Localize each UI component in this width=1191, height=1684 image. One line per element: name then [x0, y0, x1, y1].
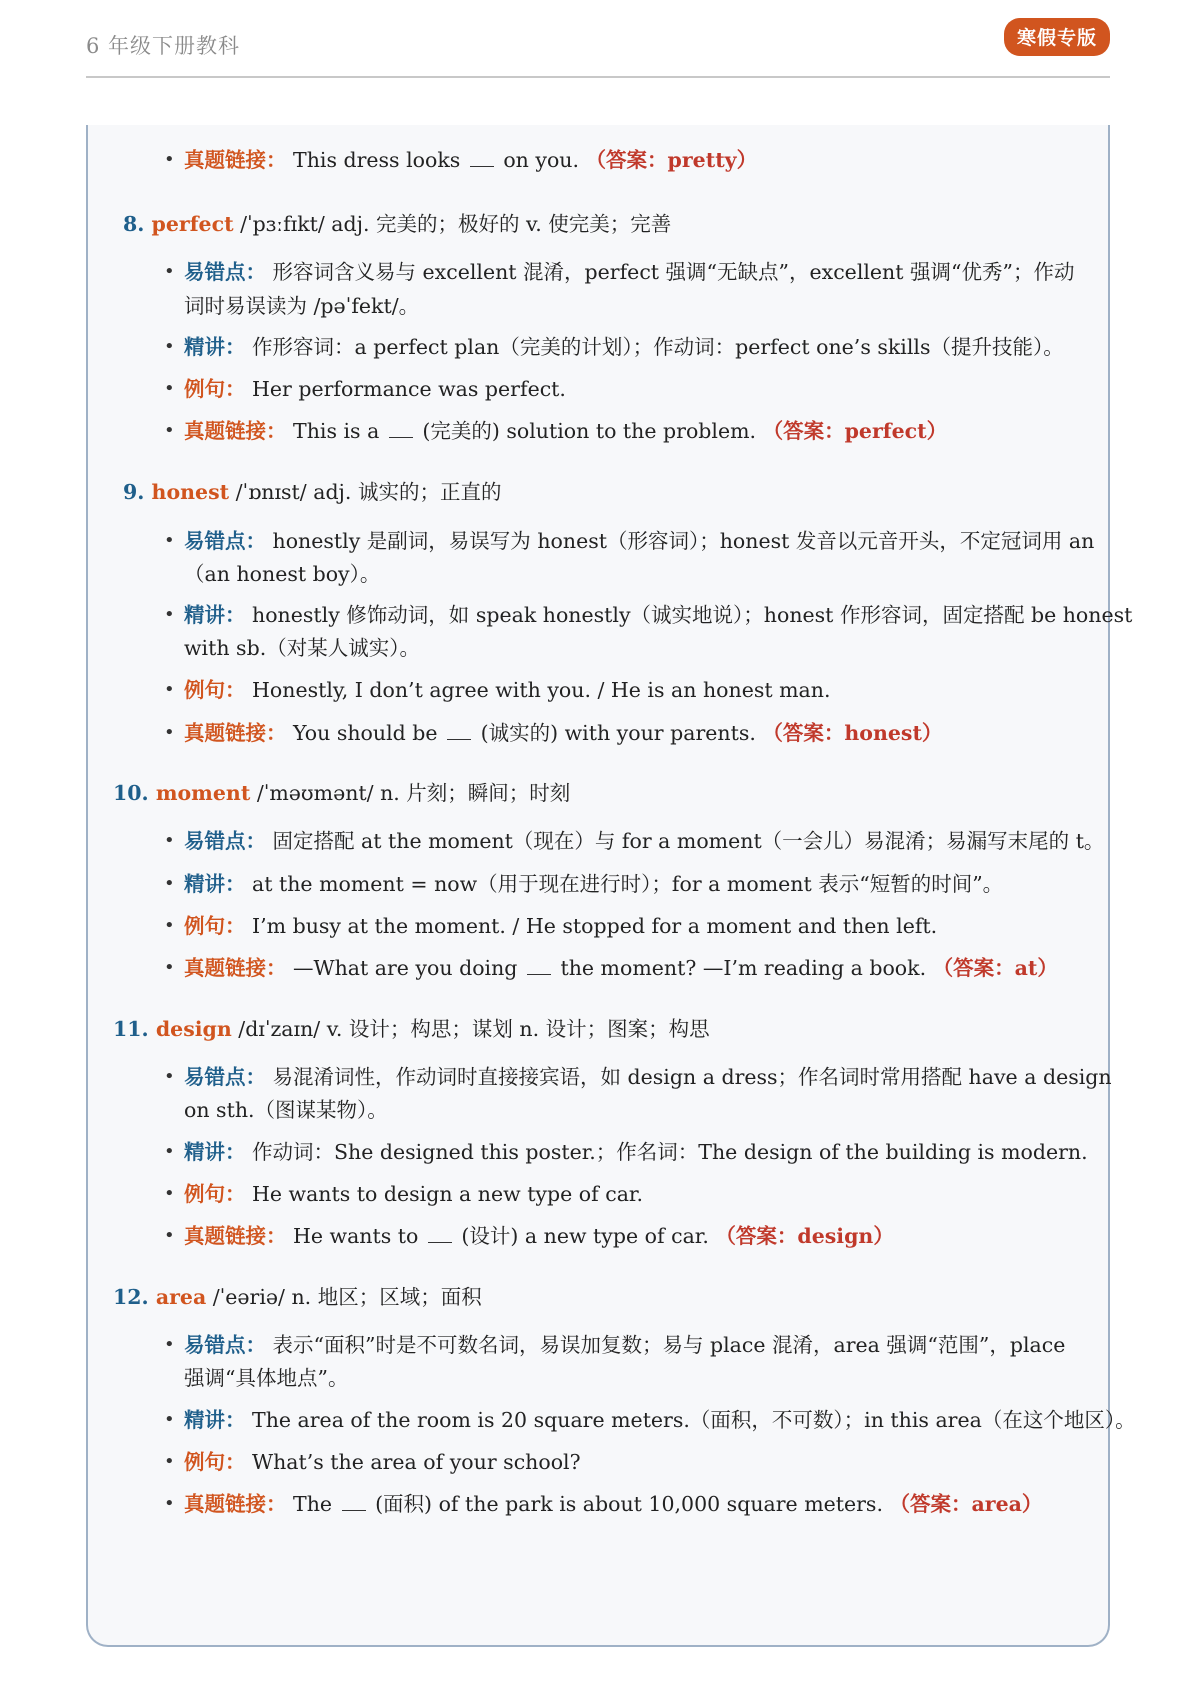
body-text: What’s the area of your school?: [245, 1450, 581, 1474]
bullet-dot: •: [164, 604, 175, 625]
bullet-continuation: [184, 560, 380, 588]
bullet-item: [164, 1406, 1136, 1434]
answer-text: （答案：perfect）: [762, 419, 948, 443]
body-text: I’m busy at the moment. / He stopped for a moment and then left.: [245, 914, 938, 938]
body-text: (诚实的) with your parents.: [474, 721, 763, 745]
body-text: 易混淆词性，作动词时直接接宾语，如 design a dress；作名词时常用搭配 have a design: [266, 1065, 1112, 1089]
bullet-continuation: [184, 1364, 348, 1392]
bullet-item: [164, 1063, 1112, 1091]
fill-in-blank: [470, 148, 494, 167]
label-text: 精讲：: [184, 335, 246, 359]
label-text: 例句：: [184, 678, 246, 702]
bullet-item: [164, 1222, 894, 1250]
bullet-dot: •: [164, 873, 175, 894]
fill-in-blank: [389, 419, 413, 438]
body-text: on you.: [496, 148, 586, 172]
body-text: 词时易误读为 /pəˈfekt/。: [184, 294, 420, 318]
body-text: 作动词：She designed this poster.；作名词：The design of the building is modern.: [245, 1140, 1088, 1164]
fill-in-blank: [428, 1224, 452, 1243]
edition-badge: 寒假专版: [1004, 18, 1110, 56]
bullet-item: [164, 912, 938, 940]
body-text: /ˈɒnɪst/ adj. 诚实的；正直的: [229, 480, 502, 504]
num-text: 9.: [123, 480, 152, 504]
label-text: 易错点：: [184, 1333, 266, 1357]
label-text: 易错点：: [184, 529, 266, 553]
label-text: 真题链接：: [184, 1224, 287, 1248]
num-text: 10.: [113, 781, 156, 805]
body-text: with sb.（对某人诚实）。: [184, 636, 420, 660]
body-text: /ˈeəriə/ n. 地区；区域；面积: [206, 1285, 482, 1309]
label-text: 例句：: [184, 1182, 246, 1206]
bullet-dot: •: [164, 1183, 175, 1204]
bullet-dot: •: [164, 1141, 175, 1162]
body-text: honestly 修饰动词，如 speak honestly（诚实地说）；honest 作形容词，固定搭配 be honest: [245, 603, 1133, 627]
bullet-continuation: [184, 292, 419, 320]
label-text: 易错点：: [184, 260, 266, 284]
bullet-item: [164, 258, 1075, 286]
body-text: You should be: [286, 721, 445, 745]
num-text: 8.: [123, 212, 152, 236]
body-text: Her performance was perfect.: [245, 377, 566, 401]
body-text: He wants to design a new type of car.: [245, 1182, 643, 1206]
entry-heading: [113, 779, 570, 807]
label-text: 真题链接：: [184, 148, 287, 172]
bullet-dot: •: [164, 530, 175, 551]
answer-text: （答案：honest）: [762, 721, 943, 745]
body-text: Honestly, I don’t agree with you. / He is an honest man.: [245, 678, 831, 702]
word-text: moment: [155, 781, 251, 805]
num-text: 11.: [113, 1017, 156, 1041]
body-text: He wants to: [286, 1224, 425, 1248]
body-text: /ˈpɜːfɪkt/ adj. 完美的；极好的 v. 使完美；完善: [233, 212, 672, 236]
bullet-item: [164, 870, 1004, 898]
label-text: 精讲：: [184, 1408, 246, 1432]
bullet-dot: •: [164, 261, 175, 282]
bullet-item: [164, 1180, 643, 1208]
body-text: 作形容词：a perfect plan（完美的计划）；作动词：perfect one’s skills（提升技能）。: [245, 335, 1064, 359]
bullet-item: [164, 1490, 1043, 1518]
bullet-item: [164, 954, 1058, 982]
bullet-dot: •: [164, 679, 175, 700]
word-text: perfect: [151, 212, 234, 236]
answer-text: （答案：at）: [932, 956, 1058, 980]
bullet-item: [164, 1331, 1066, 1359]
num-text: 12.: [113, 1285, 156, 1309]
body-text: /dɪˈzaɪn/ v. 设计；构思；谋划 n. 设计；图案；构思: [231, 1017, 710, 1041]
bullet-dot: •: [164, 378, 175, 399]
word-text: area: [155, 1285, 207, 1309]
bullet-dot: •: [164, 1066, 175, 1087]
bullet-item: [164, 417, 948, 445]
label-text: 例句：: [184, 914, 246, 938]
label-text: 例句：: [184, 1450, 246, 1474]
body-text: This is a: [286, 419, 386, 443]
body-text: the moment? —I’m reading a book.: [553, 956, 933, 980]
bullet-dot: •: [164, 1334, 175, 1355]
bullet-item: [164, 1138, 1088, 1166]
bullet-item: [164, 1448, 581, 1476]
bullet-item: [164, 676, 831, 704]
body-text: The: [286, 1492, 339, 1516]
page-header: [86, 18, 1110, 78]
label-text: 真题链接：: [184, 419, 287, 443]
bullet-item: [164, 719, 943, 747]
bullet-dot: •: [164, 1409, 175, 1430]
label-text: 易错点：: [184, 829, 266, 853]
bullet-item: [164, 333, 1064, 361]
answer-text: （答案：area）: [889, 1492, 1043, 1516]
bullet-dot: •: [164, 1225, 175, 1246]
bullet-item: [164, 527, 1095, 555]
fill-in-blank: [527, 956, 551, 975]
bullet-dot: •: [164, 957, 175, 978]
body-text: on sth.（图谋某物）。: [184, 1098, 388, 1122]
bullet-dot: •: [164, 1451, 175, 1472]
bullet-dot: •: [164, 149, 175, 170]
bullet-item: [164, 601, 1133, 629]
answer-text: （答案：pretty）: [585, 148, 758, 172]
header-title: 6 年级下册教科: [86, 34, 241, 58]
body-text: The area of the room is 20 square meters.（面积，不可数）；in this area（在这个地区）。: [245, 1408, 1136, 1432]
label-text: 真题链接：: [184, 1492, 287, 1516]
label-text: 易错点：: [184, 1065, 266, 1089]
word-text: honest: [151, 480, 230, 504]
label-text: 例句：: [184, 377, 246, 401]
fill-in-blank: [447, 721, 471, 740]
bullet-item: [164, 375, 566, 403]
vocabulary-panel: [86, 125, 1136, 1647]
body-text: 固定搭配 at the moment（现在）与 for a moment（一会儿）易混淆；易漏写末尾的 t。: [266, 829, 1105, 853]
entry-heading: [113, 1283, 482, 1311]
bullet-dot: •: [164, 915, 175, 936]
bullet-continuation: [184, 634, 420, 662]
body-text: honestly 是副词，易误写为 honest（形容词）；honest 发音以元音开头，不定冠词用 an: [266, 529, 1095, 553]
label-text: 真题链接：: [184, 721, 287, 745]
body-text: at the moment = now（用于现在进行时）；for a moment 表示“短暂的时间”。: [245, 872, 1004, 896]
body-text: 表示“面积”时是不可数名词，易误加复数；易与 place 混淆，area 强调“范围”，place: [266, 1333, 1066, 1357]
word-text: design: [155, 1017, 232, 1041]
body-text: (完美的) solution to the problem.: [415, 419, 763, 443]
bullet-dot: •: [164, 1493, 175, 1514]
body-text: (设计) a new type of car.: [454, 1224, 716, 1248]
bullet-item: [164, 146, 758, 174]
answer-text: （答案：design）: [715, 1224, 894, 1248]
bullet-dot: •: [164, 420, 175, 441]
bullet-item: [164, 827, 1105, 855]
label-text: 精讲：: [184, 1140, 246, 1164]
body-text: 强调“具体地点”。: [184, 1366, 349, 1390]
fill-in-blank: [342, 1492, 366, 1511]
bullet-dot: •: [164, 830, 175, 851]
body-text: 形容词含义易与 excellent 混淆，perfect 强调“无缺点”，excellent 强调“优秀”；作动: [266, 260, 1075, 284]
body-text: /ˈməʊmənt/ n. 片刻；瞬间；时刻: [250, 781, 571, 805]
entry-heading: [123, 210, 671, 238]
body-text: (面积) of the park is about 10,000 square meters.: [368, 1492, 890, 1516]
entry-heading: [113, 1015, 710, 1043]
entry-heading: [123, 478, 501, 506]
body-text: （an honest boy）。: [184, 562, 381, 586]
body-text: —What are you doing: [286, 956, 524, 980]
label-text: 精讲：: [184, 872, 246, 896]
label-text: 真题链接：: [184, 956, 287, 980]
bullet-dot: •: [164, 722, 175, 743]
label-text: 精讲：: [184, 603, 246, 627]
body-text: This dress looks: [286, 148, 467, 172]
bullet-dot: •: [164, 336, 175, 357]
bullet-continuation: [184, 1096, 388, 1124]
